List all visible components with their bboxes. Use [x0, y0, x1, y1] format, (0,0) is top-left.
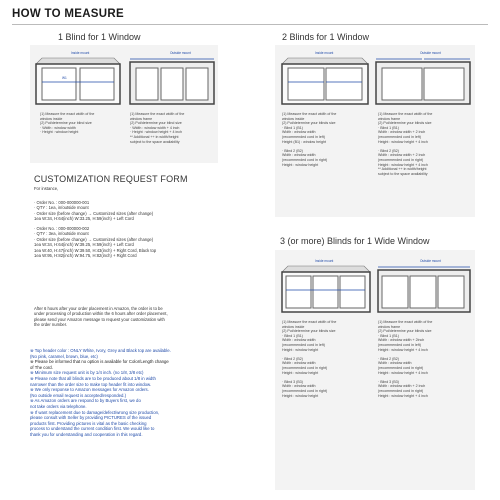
note-line: please consult with Seller by providing PICTURES of the issued — [30, 415, 152, 421]
inside-mount-label: Inside mount — [315, 51, 334, 55]
order-line: 1ea W:34, H:64(inch) W:39.25, H:59(inch) + Left Cord — [34, 242, 134, 248]
instruction-line: · Height : window height + 4 inch — [130, 130, 183, 135]
order-line: · Order size (before change) → Customized sizes (after change) — [34, 236, 154, 242]
section-2-instructions-left — [282, 112, 336, 167]
instruction-line: Height : window height — [282, 393, 319, 398]
instruction-line: Height : window height + 4 inch — [378, 370, 428, 375]
instruction-line: Width : window width + 2 inch — [378, 153, 426, 158]
instruction-line: · Blind 2 (B2) — [282, 356, 303, 361]
instruction-line: Width : window width + 2 inch — [378, 384, 426, 389]
paragraph-line: under processing of production within the 6 hours after order placement, — [34, 311, 168, 317]
instruction-line: · Width : window width + 4 inch — [130, 125, 180, 130]
instruction-line: · Blind 2 (B2) — [378, 148, 399, 153]
instruction-line: window inside — [282, 324, 305, 329]
section-1-instructions-left — [40, 112, 94, 135]
instruction-line: (1) Measure the exact width of the — [130, 112, 185, 116]
section-2-title: 2 Blinds for 1 Window — [282, 32, 370, 42]
instruction-line: (1) Measure the exact width of the — [378, 320, 433, 324]
note-line: (No pink, caramel, brown, blue, etc) — [30, 353, 98, 359]
instruction-line: · Blind 1 (B1) — [282, 125, 303, 130]
window-illustration — [280, 56, 370, 106]
section-2-instructions-right — [378, 112, 432, 176]
instruction-line: Width : window width — [378, 361, 412, 366]
instruction-line: · Width : window width — [40, 125, 76, 130]
order-line: 1ea W:95, H:82(inch) W:94.75, H:82(inch) + Right Cord — [34, 253, 137, 259]
instruction-line: · Blind 3 (B3) — [282, 379, 303, 384]
section-1-title: 1 Blind for 1 Window — [58, 32, 141, 42]
section-1-instructions-right — [130, 112, 184, 144]
instruction-line: subject to the space availability — [130, 139, 180, 144]
instruction-line: Height : window height + 4 inch — [378, 162, 428, 167]
note-line: ※ We only response to Amazon messages for Amazon orders. — [30, 387, 149, 393]
note-line: process to understand the current condition first. We would like to — [30, 426, 155, 432]
instruction-line: Height : window height — [282, 162, 319, 167]
note-line: ※ If want replacement due to damage/defect/wrong size production, — [30, 409, 160, 415]
instruction-line: (2) Put/determine your blinds size — [378, 121, 432, 126]
instruction-line: · Blind 2 (B2) — [378, 356, 399, 361]
note-line: thank you for understanding and cooperation in this regard. — [30, 431, 143, 437]
section-3-title: 3 (or more) Blinds for 1 Wide Window — [280, 236, 430, 246]
inside-mount-label: Inside mount — [71, 51, 90, 55]
note-line: products first. Providing pictures is vital as the basic checking — [30, 420, 147, 426]
instruction-line: Width : window width — [282, 384, 316, 389]
note-line: ※ Please note that all blinds are to be produced about 1/8 in width — [30, 375, 156, 381]
instruction-line: · Blind 1 (B1) — [378, 125, 399, 130]
outside-mount-window-3 — [376, 264, 472, 314]
window-illustration — [34, 56, 122, 106]
note-line: ※ Minimum size request unit is by 1/4 inch. (no 1/8, 3/8 etc) — [30, 370, 144, 376]
instruction-line: (recommended cord in right) — [378, 365, 424, 370]
instruction-line: Width : window width — [282, 153, 316, 158]
order-line: · QTY : 3ea, in/outside mount — [34, 231, 89, 237]
w1-marker: W1 — [62, 76, 67, 80]
example-order-2 — [34, 226, 156, 258]
instruction-line: window frame — [130, 116, 153, 121]
instruction-line: (recommended cord in right) — [378, 388, 424, 393]
outside-mount-label: Outside mount — [420, 259, 441, 263]
instruction-line: Width : window width + 2inch — [378, 338, 425, 343]
instruction-line: Height (B1) : window height — [282, 139, 326, 144]
order-line: · Order No. : 000-000000-001 — [34, 200, 90, 205]
window-illustration — [280, 264, 372, 314]
instruction-line: subject to the space availability — [378, 171, 428, 176]
order-line: 1ea W:34, H:64(inch) W:33.25, H:59(inch) + Left Cord — [34, 216, 134, 222]
instruction-line: (recommended cord in left) — [378, 134, 421, 139]
heading-divider — [12, 24, 488, 25]
instruction-line: (recommended cord in left) — [282, 342, 325, 347]
inside-mount-label: Inside mount — [315, 259, 334, 263]
instruction-line: Width : window width — [282, 130, 316, 135]
instruction-line: Height : window height — [282, 370, 319, 375]
instruction-line: ** Additional ++ in width/height — [378, 167, 427, 172]
instruction-line: (2) Put/determine your blind size — [40, 121, 92, 126]
instruction-line: (1) Measure the exact width of the — [40, 112, 95, 116]
note-line: narrower than the order size to make top header fit into window. — [30, 381, 152, 387]
instruction-line: · Blind 1 (B1) — [282, 333, 303, 338]
instruction-line: window frame — [378, 324, 401, 329]
instruction-line: Height : window height — [282, 347, 319, 352]
instruction-line: Height : window height + 4 inch — [378, 139, 428, 144]
note-line: not take orders via telephone. — [30, 403, 87, 409]
order-line: · Order size (before change) → Customized sizes (after change) — [34, 210, 154, 216]
paragraph-line: the order number. — [34, 322, 68, 328]
section-3-instructions-right — [378, 320, 432, 398]
instruction-line: (recommended cord in right) — [282, 365, 328, 370]
notes-list — [30, 348, 171, 438]
instruction-line: (2) Put/determine your blinds size — [378, 329, 432, 334]
instruction-line: · Height : window height — [40, 130, 79, 135]
order-line: 1ea W:40, H:47(inch) W:39.50, H:43(inch) + Right Cord, Black top — [34, 247, 157, 253]
for-instance-label: For instance, — [34, 186, 59, 191]
instruction-line: Width : window width + 2 inch — [378, 130, 426, 135]
inside-mount-window-3 — [280, 264, 372, 314]
instruction-line: (1) Measure the exact width of the — [282, 112, 337, 116]
window-illustration — [376, 264, 472, 314]
instruction-line: (1) Measure the exact width of the — [282, 320, 337, 324]
outside-mount-window-1 — [128, 56, 216, 106]
instruction-line: (2) Put/determine your blinds size — [282, 329, 336, 334]
example-order-1 — [34, 200, 153, 222]
note-line: ※ Please be informed that no option is available for Color/Length change — [30, 359, 169, 365]
instruction-line: (recommended cord in right) — [378, 157, 424, 162]
paragraph-line: After 6 hours after your order placement in Amazon, the order is to be — [34, 306, 163, 311]
instruction-line: (recommended cord in right) — [282, 157, 328, 162]
instruction-line: Height : window height + 4 inch — [378, 393, 428, 398]
note-line: ※ As Amazon orders are respond to by Buyers first, we do — [30, 398, 141, 404]
instruction-line: (2) Put/determine your blind size — [130, 121, 182, 126]
outside-mount-label: Outside mount — [420, 51, 441, 55]
instruction-line: · Blind 1 (B1) — [378, 333, 399, 338]
instruction-line: (1) Measure the exact width of the — [378, 112, 433, 116]
instruction-line: Height : window height + 4 inch — [378, 347, 428, 352]
instruction-line: · Blind 3 (B3) — [378, 379, 399, 384]
instruction-line: window frame — [378, 116, 401, 121]
paragraph-line: please send your Amazon message to request your customization with — [34, 316, 165, 322]
outside-mount-label: Outside mount — [170, 51, 191, 55]
section-3-instructions-left — [282, 320, 336, 398]
instruction-line: (2) Put/determine your blinds size — [282, 121, 336, 126]
instruction-line: window inside — [282, 116, 305, 121]
instruction-line: Width : window width — [282, 338, 316, 343]
note-line: ※ Top header color : ONLY White, Ivory, Grey and Black top are available. — [30, 348, 171, 353]
instructions-paragraph — [34, 306, 168, 328]
instruction-line: window inside — [40, 116, 63, 121]
note-line: of The cord. — [30, 364, 53, 370]
instruction-line: · Blind 2 (B2) — [282, 148, 303, 153]
instruction-line: (recommended cord in right) — [282, 388, 328, 393]
instruction-line: (recommended cord in left) — [378, 342, 421, 347]
inside-mount-window-2 — [280, 56, 370, 106]
instruction-line: Width : window width — [282, 361, 316, 366]
outside-mount-window-2 — [374, 56, 472, 106]
instruction-line: ** Additional ++ in width/height — [130, 134, 179, 139]
customization-title: CUSTOMIZATION REQUEST FORM — [34, 174, 188, 184]
note-line: (No outside email request is accepted/responded.) — [30, 392, 127, 398]
inside-mount-window-1 — [34, 56, 122, 106]
instruction-line: (recommended cord in left) — [282, 134, 325, 139]
order-line: · QTY : 1ea, in/outside mount — [34, 205, 89, 211]
window-illustration — [374, 56, 472, 106]
window-illustration — [128, 56, 216, 106]
page-heading: HOW TO MEASURE — [12, 8, 124, 20]
order-line: · Order No. : 000-000000-002 — [34, 226, 90, 231]
